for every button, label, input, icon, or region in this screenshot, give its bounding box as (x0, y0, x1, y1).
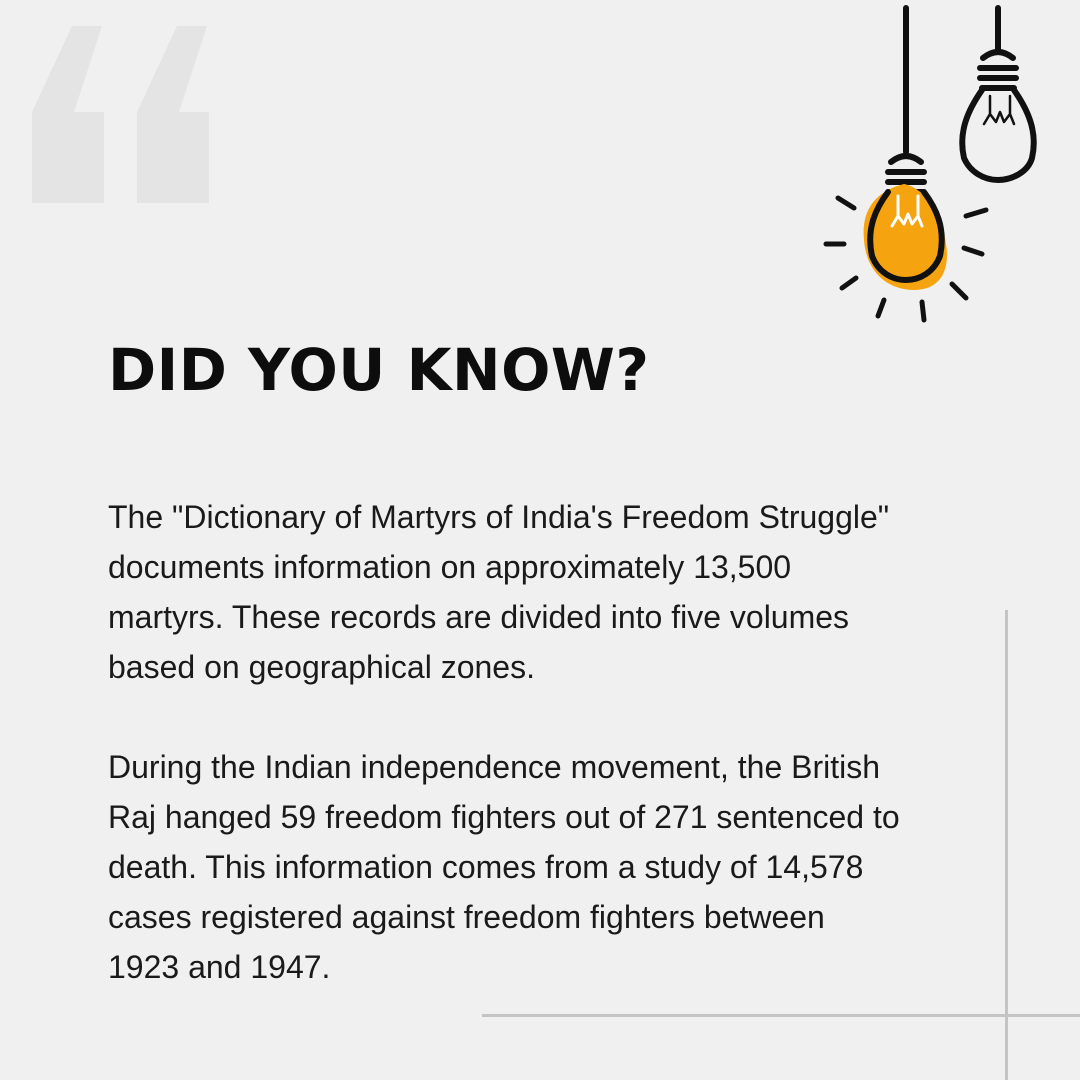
paragraph-martyrs-dictionary: The "Dictionary of Martyrs of India's Freedom Struggle" documents information on approximately 13,500 martyrs. These records are divided into five volumes based on geographical zones. (108, 499, 890, 685)
bulbs-illustration (818, 0, 1080, 340)
paragraph-british-raj: During the Indian independence movement, the British Raj hanged 59 freedom fighters out of 271 sentenced to death. This information comes from a study of 14,578 cases registered against freedom fighters between 1923 and 1947. (108, 749, 900, 985)
body-text (108, 492, 988, 992)
unlit-bulb-icon (962, 8, 1034, 180)
quote-mark-icon (30, 26, 212, 206)
decorative-vertical-line (1005, 610, 1008, 1080)
decorative-horizontal-line (482, 1014, 1080, 1017)
lit-bulb-icon (864, 8, 947, 290)
page-title: DID YOU KNOW? (108, 336, 650, 404)
